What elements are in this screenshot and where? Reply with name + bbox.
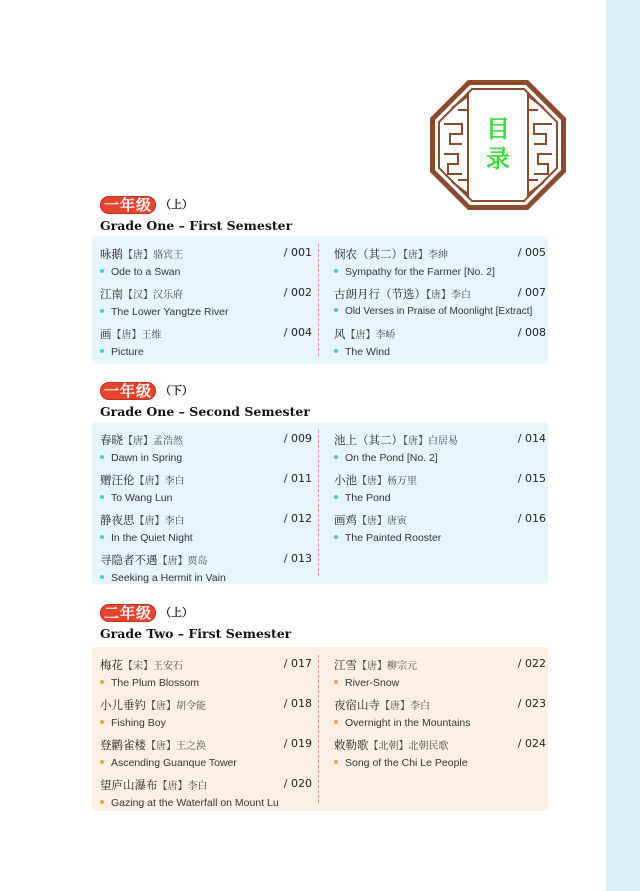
section-header-grade1-first — [100, 195, 292, 233]
page-number: / 018 — [283, 697, 312, 710]
poem-title-cn: 赠汪伦【唐】李白 — [100, 473, 185, 487]
page-number: / 001 — [283, 246, 312, 259]
toc-entry[interactable] — [100, 472, 312, 512]
bullet-dot-icon — [334, 760, 338, 764]
poem-title-en: Ascending Guanque Tower — [100, 757, 237, 769]
contents-title-char-1: 目 — [486, 114, 510, 143]
page-number: / 012 — [283, 512, 312, 525]
toc-entry[interactable] — [334, 472, 546, 512]
toc-entry[interactable] — [334, 697, 546, 737]
grade-badge: 一年级 — [100, 196, 156, 214]
bullet-dot-icon — [100, 760, 104, 764]
bullet-dot-icon — [100, 800, 104, 804]
toc-entry[interactable] — [100, 552, 312, 592]
column-divider — [318, 244, 319, 356]
poem-title-cn: 咏鹅【唐】骆宾王 — [100, 247, 183, 261]
bullet-dot-icon — [100, 575, 104, 579]
toc-entry[interactable] — [100, 657, 312, 697]
bullet-dot-icon — [334, 495, 338, 499]
poem-title-cn: 寻隐者不遇【唐】贾岛 — [100, 553, 208, 567]
poem-title-cn: 小儿垂钓【唐】胡令能 — [100, 698, 206, 712]
bullet-dot-icon — [334, 680, 338, 684]
poem-title-en: Seeking a Hermit in Vain — [100, 572, 226, 584]
semester-mark: （下） — [160, 384, 194, 397]
toc-entry[interactable] — [100, 697, 312, 737]
poem-title-cn: 风【唐】李峤 — [334, 327, 396, 341]
page-number: / 011 — [283, 472, 312, 485]
side-color-strip — [606, 0, 640, 891]
poem-title-cn: 悯农（其二）【唐】李绅 — [334, 247, 448, 261]
poem-title-cn: 梅花【宋】王安石 — [100, 658, 183, 672]
bullet-dot-icon — [334, 269, 338, 273]
toc-entry[interactable] — [100, 432, 312, 472]
bullet-dot-icon — [100, 680, 104, 684]
page-number: / 013 — [283, 552, 312, 565]
poem-title-en: Picture — [100, 346, 144, 358]
poem-title-cn: 画【唐】王维 — [100, 327, 162, 341]
bullet-dot-icon — [100, 349, 104, 353]
page-number: / 024 — [517, 737, 546, 750]
bullet-dot-icon — [100, 269, 104, 273]
toc-entry[interactable] — [334, 432, 546, 472]
poem-title-en: Gazing at the Waterfall on Mount Lu — [100, 797, 279, 809]
semester-mark: （上） — [160, 198, 194, 211]
column-divider — [318, 655, 319, 803]
poem-title-en: Song of the Chi Le People — [334, 757, 468, 769]
bullet-dot-icon — [334, 455, 338, 459]
page-number: / 002 — [283, 286, 312, 299]
page-number: / 015 — [517, 472, 546, 485]
page-number: / 005 — [517, 246, 546, 259]
toc-entry[interactable] — [100, 512, 312, 552]
toc-entry[interactable] — [100, 737, 312, 777]
page-number: / 017 — [283, 657, 312, 670]
page-number: / 019 — [283, 737, 312, 750]
contents-emblem — [428, 78, 568, 212]
poem-title-en: The Wind — [334, 346, 390, 358]
poem-title-en: Overnight in the Mountains — [334, 717, 471, 729]
section-header-grade2-first — [100, 603, 291, 641]
toc-entry[interactable] — [334, 512, 546, 552]
poem-title-cn: 小池【唐】杨万里 — [334, 473, 417, 487]
grade-badge: 一年级 — [100, 382, 156, 400]
contents-panel-grade1-second — [92, 422, 548, 584]
grade-badge: 二年级 — [100, 604, 156, 622]
poem-title-cn: 江南【汉】汉乐府 — [100, 287, 183, 301]
poem-title-en: Dawn in Spring — [100, 452, 182, 464]
poem-title-en: Fishing Boy — [100, 717, 166, 729]
poem-title-en: The Plum Blossom — [100, 677, 199, 689]
bullet-dot-icon — [100, 535, 104, 539]
poem-title-en: The Lower Yangtze River — [100, 306, 229, 318]
page-number: / 008 — [517, 326, 546, 339]
poem-title-cn: 江雪【唐】柳宗元 — [334, 658, 417, 672]
poem-title-cn: 望庐山瀑布【唐】李白 — [100, 778, 208, 792]
semester-mark: （上） — [160, 606, 194, 619]
column-divider — [318, 430, 319, 576]
poem-title-en: Sympathy for the Farmer [No. 2] — [334, 266, 495, 278]
poem-title-en: River-Snow — [334, 677, 399, 689]
toc-entry[interactable] — [334, 737, 546, 777]
bullet-dot-icon — [100, 720, 104, 724]
contents-title-char-2: 录 — [486, 144, 510, 173]
toc-entry[interactable] — [100, 246, 312, 286]
poem-title-en: In the Quiet Night — [100, 532, 193, 544]
bullet-dot-icon — [100, 455, 104, 459]
page-number: / 014 — [517, 432, 546, 445]
section-title: Grade One – Second Semester — [100, 404, 310, 419]
bullet-dot-icon — [334, 349, 338, 353]
page-number: / 020 — [283, 777, 312, 790]
page-number: / 022 — [517, 657, 546, 670]
toc-entry[interactable] — [100, 286, 312, 326]
section-header-grade1-second — [100, 381, 310, 419]
poem-title-cn: 静夜思【唐】李白 — [100, 513, 185, 527]
bullet-dot-icon — [100, 309, 104, 313]
poem-title-cn: 夜宿山寺【唐】李白 — [334, 698, 430, 712]
contents-panel-grade2-first — [92, 647, 548, 811]
bullet-dot-icon — [334, 535, 338, 539]
poem-title-cn: 春晓【唐】孟浩然 — [100, 433, 183, 447]
poem-title-en: Old Verses in Praise of Moonlight [Extract] — [334, 306, 532, 317]
poem-title-cn: 登鹳雀楼【唐】王之涣 — [100, 738, 206, 752]
contents-title — [428, 114, 568, 174]
toc-entry[interactable] — [334, 286, 546, 326]
page-number: / 007 — [517, 286, 546, 299]
poem-title-cn: 池上（其二）【唐】白居易 — [334, 433, 458, 447]
page-number: / 023 — [517, 697, 546, 710]
section-title: Grade Two – First Semester — [100, 626, 292, 641]
toc-entry[interactable] — [334, 657, 546, 697]
toc-entry[interactable] — [100, 777, 312, 817]
poem-title-en: The Painted Rooster — [334, 532, 441, 544]
poem-title-cn: 古朗月行（节选）【唐】李白 — [334, 287, 471, 301]
poem-title-en: To Wang Lun — [100, 492, 172, 504]
toc-entry[interactable] — [100, 326, 312, 366]
poem-title-cn: 画鸡【唐】唐寅 — [334, 513, 407, 527]
page-number: / 009 — [283, 432, 312, 445]
bullet-dot-icon — [100, 495, 104, 499]
toc-entry[interactable] — [334, 326, 546, 366]
poem-title-en: Ode to a Swan — [100, 266, 180, 278]
section-title: Grade One – First Semester — [100, 218, 293, 233]
poem-title-en: The Pond — [334, 492, 391, 504]
poem-title-cn: 敕勒歌【北朝】北朝民歌 — [334, 738, 449, 752]
poem-title-en: On the Pond [No. 2] — [334, 452, 438, 464]
page-number: / 016 — [517, 512, 546, 525]
page-number: / 004 — [283, 326, 312, 339]
bullet-dot-icon — [334, 308, 338, 312]
toc-entry[interactable] — [334, 246, 546, 286]
bullet-dot-icon — [334, 720, 338, 724]
contents-panel-grade1-first — [92, 236, 548, 364]
